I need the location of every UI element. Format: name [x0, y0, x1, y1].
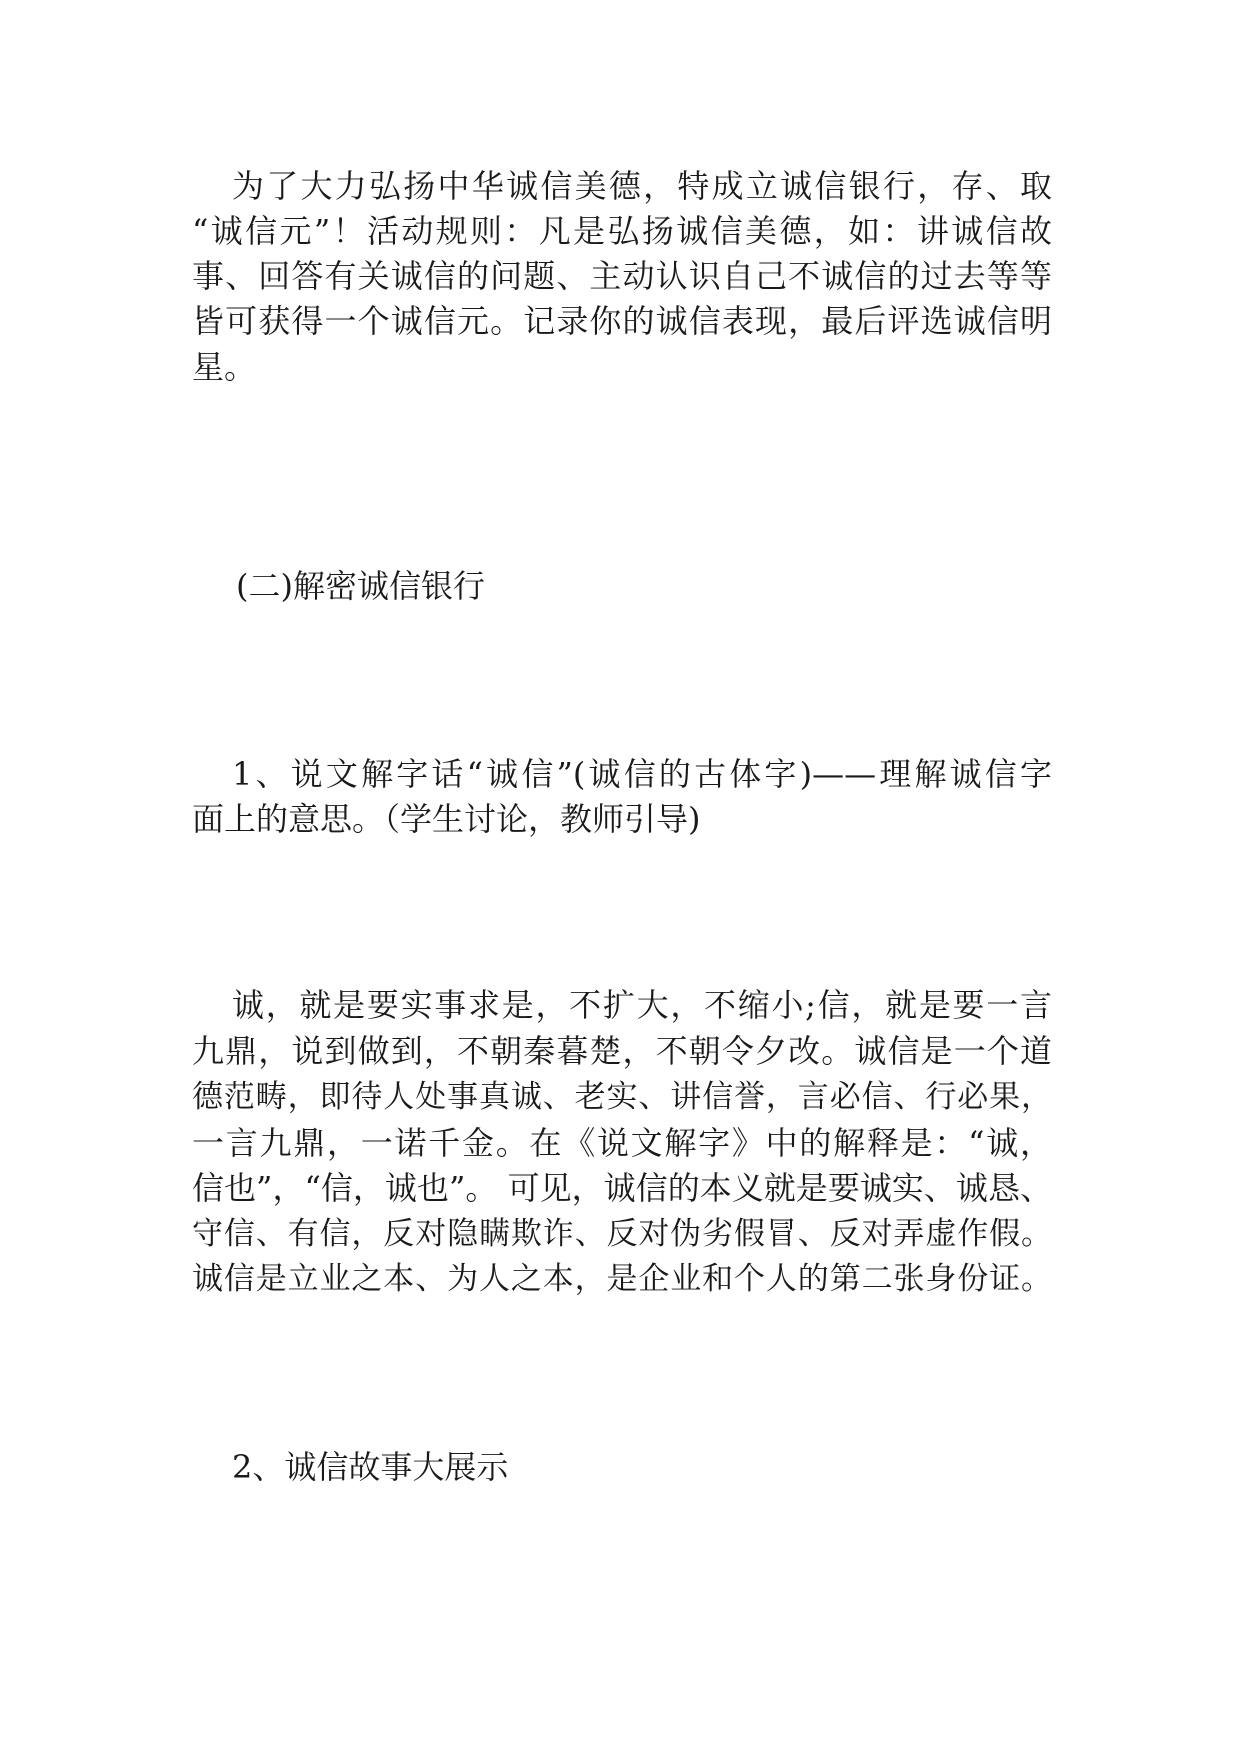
text-line: 守信、有信，反对隐瞒欺诈、反对伪劣假冒、反对弄虚作假。 [192, 1216, 1052, 1252]
text-line: 德范畴，即待人处事真诚、老实、讲信誉，言必信、行必果， [192, 1079, 1052, 1115]
text-line: 1、说文解字话“诚信”(诚信的古体字)——理解诚信字 [232, 755, 1052, 793]
text-line: 为了大力弘扬中华诚信美德，特成立诚信银行，存、取 [232, 167, 1052, 205]
text-line: 面上的意思。（学生讨论，教师引导) [192, 800, 701, 838]
text-line: 一言九鼎，一诺千金。在《说文解字》中的解释是：“诚， [192, 1124, 1052, 1162]
text-line: 2、诚信故事大展示 [232, 1448, 509, 1486]
text-line: “诚信元”！活动规则：凡是弘扬诚信美德，如：讲诚信故 [192, 212, 1052, 250]
text-line: 星。 [192, 348, 257, 386]
text-line: 诚信是立业之本、为人之本，是企业和个人的第二张身份证。 [192, 1261, 1052, 1297]
text-line: 事、回答有关诚信的问题、主动认识自己不诚信的过去等等 [192, 257, 1052, 295]
heading-text: (二)解密诚信银行 [236, 567, 485, 605]
text-line: 信也”，“信，诚也”。 可见，诚信的本义就是要诚实、诚恳、 [192, 1169, 1052, 1207]
text-line: 皆可获得一个诚信元。记录你的诚信表现，最后评选诚信明 [192, 302, 1052, 340]
text-line: 诚，就是要实事求是，不扩大，不缩小;信，就是要一言 [232, 986, 1052, 1024]
text-line: 九鼎，说到做到，不朝秦暮楚，不朝令夕改。诚信是一个道 [192, 1032, 1052, 1070]
